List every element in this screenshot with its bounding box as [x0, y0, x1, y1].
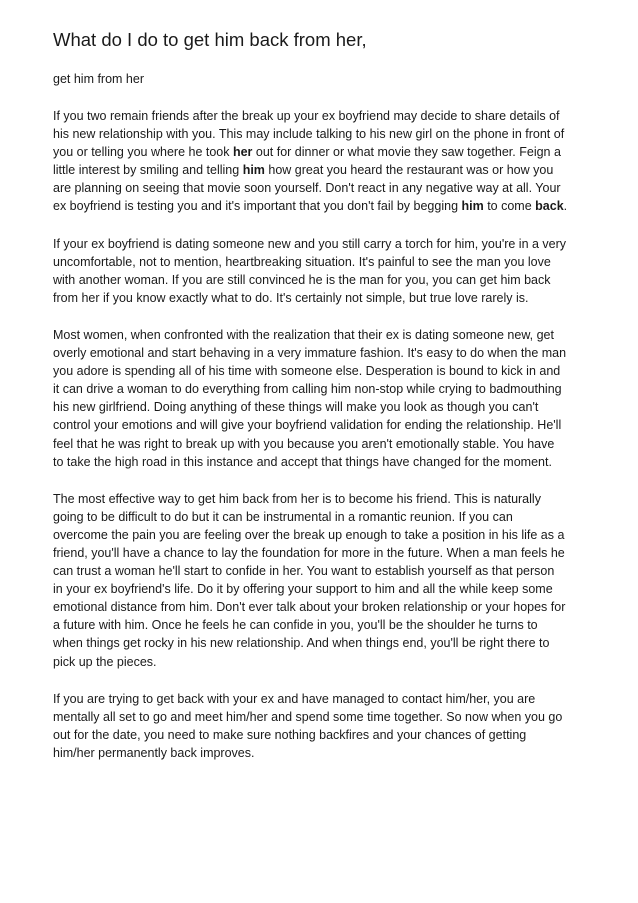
- text-segment: you or telling you where he took: [53, 145, 233, 160]
- text-segment: with another woman. If you are still convinced he is the man for you, you can get him back: [53, 272, 551, 287]
- text-line: [53, 490, 595, 508]
- text-line: [53, 179, 595, 197]
- text-segment: overly emotional and start behaving in a very immature fashion. It's easy to do when the man: [53, 346, 567, 361]
- text-segment: If you two remain friends after the break up your ex boyfriend may decide to share details of: [53, 109, 560, 123]
- paragraph: [53, 490, 595, 671]
- text-line: [53, 580, 595, 598]
- text-segment: you adore is spending all of his time with someone else. Desperation is bound to kick in and: [53, 364, 561, 379]
- text-segment: mentally all set to go and meet him/her and spend some time together. So now when you go: [53, 709, 563, 724]
- text-line: [53, 416, 595, 434]
- text-line: [53, 744, 595, 762]
- text-line: [53, 344, 595, 362]
- text-segment: emotional distance from him. Don't ever talk about your broken relationship or your hopes for: [53, 600, 566, 615]
- text-line: [53, 726, 595, 744]
- text-line: [53, 380, 595, 398]
- text-segment: The most effective way to get him back from her is to become his friend. This is naturally: [53, 491, 541, 506]
- text-line: [53, 453, 595, 471]
- text-line: [53, 526, 595, 544]
- text-segment: If you are trying to get back with your ex and have managed to contact him/her, you are: [53, 691, 536, 706]
- text-segment: in your ex boyfriend's life. Do it by offering your support to him and all the while keep some: [53, 582, 553, 597]
- text-line: [53, 708, 595, 726]
- paragraph: [53, 235, 595, 307]
- text-line: [53, 690, 595, 708]
- text-segment: him/her permanently back improves.: [53, 745, 255, 760]
- text-line: [53, 107, 595, 125]
- text-segment: out for the date, you need to make sure nothing backfires and your chances of getting: [53, 727, 527, 742]
- text-line: [53, 326, 595, 344]
- text-segment: little interest by smiling and telling: [53, 163, 243, 178]
- text-line: [53, 634, 595, 652]
- text-segment: overcome the pain you are feeling over the break up enough to take a position in his life as a: [53, 527, 565, 542]
- text-segment: can trust a woman he'll start to confide in her. You want to establish yourself as that person: [53, 564, 555, 579]
- bold-keyword: him: [242, 163, 265, 178]
- text-line: [53, 435, 595, 453]
- text-line: [53, 562, 595, 580]
- text-segment: when things get rocky in his new relationship. And when things end, you'll be right there to: [53, 636, 550, 651]
- paragraph: [53, 326, 595, 471]
- text-segment: to take the high road in this instance and accept that things have changed for the moment.: [53, 454, 552, 469]
- page-subtitle: get him from her: [53, 72, 145, 86]
- paragraph: [53, 107, 595, 216]
- text-line: [53, 398, 595, 416]
- text-segment: how great you heard the restaurant was or how you: [264, 163, 554, 178]
- text-segment: pick up the pieces.: [53, 654, 157, 669]
- text-line: [53, 544, 595, 562]
- bold-keyword: him: [461, 199, 484, 214]
- text-segment: his new girlfriend. Doing anything of these things will make you look as though you can't: [53, 400, 539, 415]
- text-line: [53, 143, 595, 161]
- text-segment: from her if you know exactly what to do. It's certainly not simple, but true love rarely is.: [53, 290, 529, 305]
- text-segment: feel that he was right to break up with you because you aren't emotionally stable. You have: [53, 436, 555, 451]
- text-segment: ex boyfriend is testing you and it's important that you don't fail by begging: [53, 199, 462, 214]
- text-line: [53, 653, 595, 671]
- text-segment: it can drive a woman to do everything from calling him non-stop while crying to badmouthing: [53, 382, 562, 397]
- text-line: [53, 125, 595, 143]
- page-title: What do I do to get him back from her,: [53, 29, 367, 50]
- text-line: [53, 598, 595, 616]
- text-segment: going to be difficult to do but it can be instrumental in a romantic reunion. If you can: [53, 509, 513, 524]
- text-segment: control your emotions and will give your boyfriend validation for ending the relationship. He'll: [53, 418, 562, 433]
- text-segment: his new relationship with you. This may include talking to his new girl on the phone in front of: [53, 127, 565, 142]
- bold-keyword: back: [535, 199, 564, 214]
- text-segment: Most women, when confronted with the realization that their ex is dating someone new, get: [53, 327, 554, 342]
- text-line: [53, 253, 595, 271]
- text-line: [53, 616, 595, 634]
- text-line: [53, 235, 595, 253]
- document-page: [53, 28, 595, 781]
- text-segment: If your ex boyfriend is dating someone new and you still carry a torch for him, you're in a very: [53, 236, 567, 251]
- text-segment: .: [563, 199, 568, 214]
- text-segment: are planning on seeing that movie soon yourself. Don't react in any negative way at all. Your: [53, 181, 561, 196]
- text-segment: to come: [483, 199, 536, 214]
- text-segment: friend, you'll have a chance to lay the foundation for more in the future. When a man feels he: [53, 545, 565, 560]
- document-body: [53, 107, 595, 762]
- text-line: [53, 197, 595, 215]
- text-segment: a future with him. Once he feels he can confide in you, you'll be the shoulder he turns to: [53, 618, 538, 633]
- text-line: [53, 161, 595, 179]
- text-segment: out for dinner or what movie they saw together. Feign a: [252, 145, 561, 160]
- text-line: [53, 289, 595, 307]
- bold-keyword: her: [232, 145, 253, 160]
- text-line: [53, 508, 595, 526]
- text-line: [53, 271, 595, 289]
- paragraph: [53, 690, 595, 762]
- text-segment: uncomfortable, not to mention, heartbreaking situation. It's painful to see the man you love: [53, 254, 551, 269]
- text-line: [53, 362, 595, 380]
